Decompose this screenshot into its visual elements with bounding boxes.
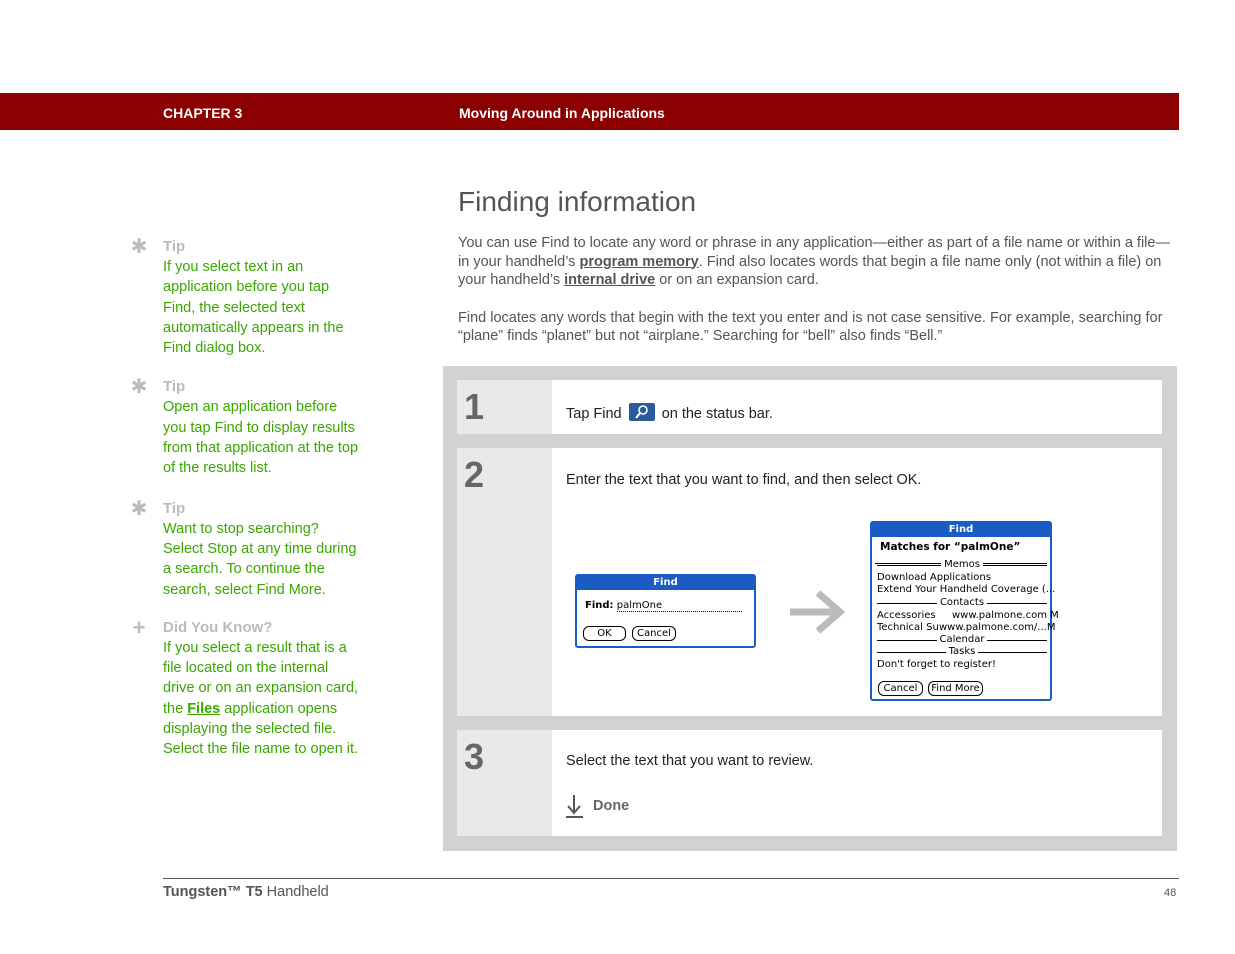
chapter-label: CHAPTER 3	[163, 105, 243, 121]
tip-body: Open an application before you tap Find to display results from that application at the top of the results list.	[163, 399, 359, 477]
intro-text	[458, 234, 1178, 365]
tip-body-part: application opens displaying the selected file. Select the file name to open it.	[163, 700, 359, 758]
step-number: 3	[464, 736, 485, 777]
product-suffix: Handheld	[262, 884, 329, 900]
tip-body	[163, 638, 360, 760]
files-link[interactable]: Files	[187, 700, 221, 717]
result-value: www.palmone.com M	[952, 610, 1059, 621]
section-calendar	[877, 634, 1047, 646]
done-arrow-icon	[566, 795, 584, 819]
step-text	[566, 403, 773, 422]
tip-1	[130, 237, 360, 358]
find-input[interactable]: palmOne	[617, 600, 742, 612]
find-icon	[629, 403, 655, 421]
result-item[interactable]: Technical Su	[877, 622, 939, 633]
asterisk-icon: ✱	[130, 376, 148, 399]
find-dialog	[575, 574, 756, 648]
page-number: 48	[1164, 887, 1177, 899]
step-1	[457, 380, 1162, 434]
sidebar-tips	[130, 237, 360, 778]
step-text-part: Tap Find	[566, 406, 622, 422]
program-memory-link[interactable]: program memory	[579, 253, 699, 270]
step-number-box	[457, 448, 552, 716]
result-item[interactable]: Extend Your Handheld Coverage (...	[877, 584, 1056, 595]
ok-button[interactable]: OK	[583, 626, 626, 641]
section-label: Calendar	[937, 634, 988, 646]
tip-heading: Tip	[163, 378, 186, 396]
tip-3	[130, 499, 360, 600]
chapter-title: Moving Around in Applications	[459, 105, 665, 121]
section-label: Memos	[941, 559, 983, 571]
step-number-box	[457, 380, 552, 434]
intro-text-part: or on an expansion card.	[655, 272, 819, 288]
step-number: 2	[464, 454, 485, 495]
internal-drive-link[interactable]: internal drive	[564, 272, 656, 288]
footer-divider	[163, 878, 1179, 879]
footer-product	[163, 884, 329, 900]
asterisk-icon: ✱	[130, 236, 148, 258]
find-label: Find:	[585, 600, 614, 611]
asterisk-icon: ✱	[130, 497, 148, 520]
find-field-row	[585, 600, 742, 612]
step-2	[457, 448, 1162, 716]
product-name: Tungsten™ T5	[163, 884, 263, 900]
intro-paragraph-1	[458, 234, 1178, 290]
section-memos	[877, 559, 1047, 571]
arrow-right-icon	[788, 588, 846, 636]
section-contacts	[877, 597, 1047, 609]
step-number-box	[457, 730, 552, 836]
result-item[interactable]: Download Applications	[877, 572, 991, 583]
cancel-button[interactable]: Cancel	[878, 681, 923, 696]
page-title: Finding information	[458, 186, 697, 217]
plus-icon: +	[132, 614, 146, 640]
result-item[interactable]: Don't forget to register!	[877, 659, 996, 670]
step-text: Enter the text that you want to find, and then select OK.	[566, 472, 922, 488]
section-label: Tasks	[946, 646, 979, 658]
section-label: Contacts	[937, 597, 987, 609]
result-value: www.palmone.com/...M	[939, 622, 1056, 633]
step-text-part: on the status bar.	[661, 406, 773, 422]
intro-text-part: You can use Find to locate any word or phrase in any application—either as part of a file name or within a file—in your handheld’s	[458, 235, 1170, 270]
intro-text-part: . Find also locates words that begin a file name only (not within a file) on your handheld’s	[458, 253, 1162, 288]
tip-heading: Tip	[163, 238, 186, 255]
step-text: Select the text that you want to review.	[566, 753, 814, 769]
result-item[interactable]: Accessories	[877, 610, 936, 621]
section-tasks	[877, 646, 1047, 658]
tip-heading: Did You Know?	[163, 618, 273, 636]
find-more-button[interactable]: Find More	[928, 681, 983, 696]
tip-body-part: If you select a result that is a file located on the internal drive or on an expansion card, the	[163, 639, 359, 717]
step-3	[457, 730, 1162, 836]
step-number: 1	[464, 386, 485, 427]
results-dialog-title: Find	[872, 523, 1050, 537]
intro-paragraph-2: Find locates any words that begin with the text you enter and is not case sensitive. For example, searching for “plane” finds “planet” but not “airplane.” Searching for “bell” also finds “Bell.”	[458, 309, 1163, 344]
find-dialog-title: Find	[577, 576, 754, 590]
tip-heading: Tip	[163, 499, 186, 517]
tip-body: Want to stop searching? Select Stop at any time during a search. To continue the search, select Find More.	[163, 520, 357, 598]
tip-2	[130, 377, 360, 478]
cancel-button[interactable]: Cancel	[632, 626, 676, 641]
matches-heading: Matches for “palmOne”	[880, 541, 1021, 553]
did-you-know	[130, 614, 360, 760]
find-results-dialog	[870, 521, 1059, 701]
done-label: Done	[593, 798, 630, 814]
tip-body: If you select text in an application before you tap Find, the selected text automatically appears in the Find dialog box.	[163, 259, 344, 357]
